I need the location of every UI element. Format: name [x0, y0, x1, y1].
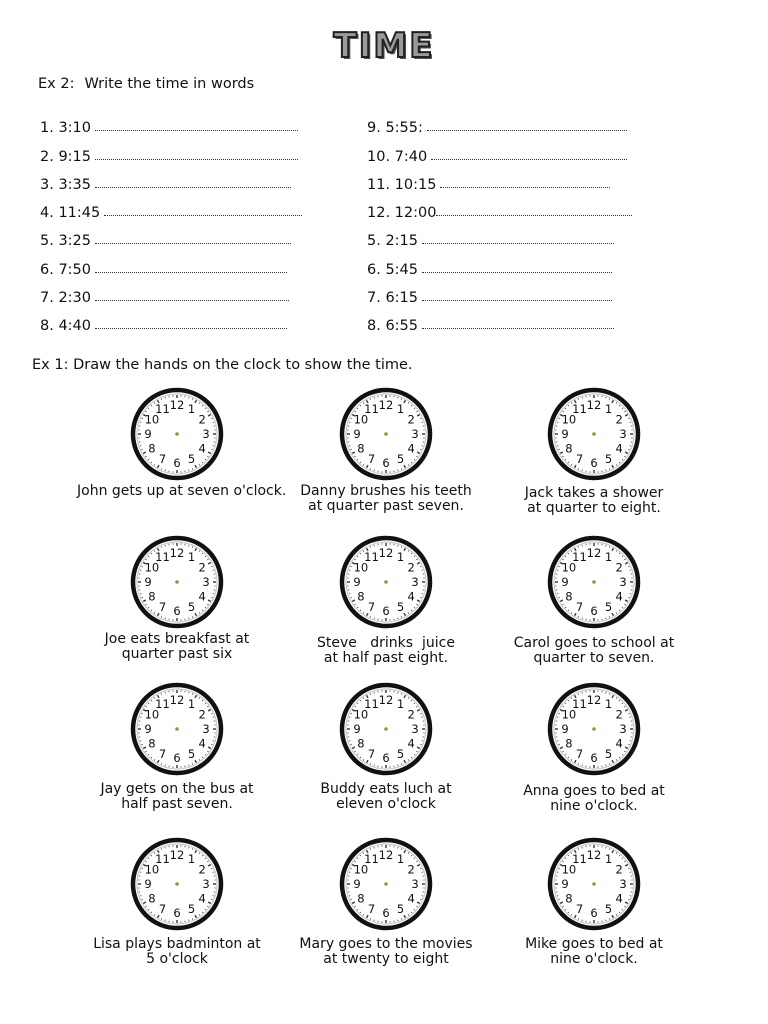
- clock-number: 5: [187, 600, 196, 615]
- clock-number: 2: [407, 412, 415, 427]
- clock-number: 5: [187, 747, 196, 762]
- clock-caption: Lisa plays badminton at 5 o'clock: [93, 936, 261, 967]
- clock-number: 4: [615, 589, 623, 604]
- clock-number: 3: [411, 575, 419, 589]
- time-question: [367, 306, 632, 334]
- clock-exercise: [286, 836, 486, 967]
- clock-number: 4: [198, 736, 206, 751]
- time-question: [40, 249, 302, 277]
- clock-exercise: [494, 386, 694, 516]
- exercise-2-right-column: [367, 108, 632, 334]
- clock-caption: Mike goes to bed at nine o'clock.: [525, 936, 663, 967]
- time-question-label: 1. 3:10: [40, 120, 92, 137]
- time-question: [367, 278, 632, 306]
- clock-number: 8: [357, 891, 365, 906]
- time-question-label: 3. 3:35: [40, 176, 92, 193]
- clock-number: 5: [187, 902, 196, 917]
- clock-number: 8: [357, 589, 365, 604]
- clock-number: 8: [565, 736, 573, 751]
- answer-line[interactable]: [95, 129, 298, 131]
- clock-number: 7: [367, 452, 376, 467]
- clock-number: 3: [619, 722, 627, 736]
- clock-number: 7: [367, 747, 376, 762]
- clock-number: 6: [382, 751, 390, 765]
- clock-number: 12: [378, 546, 394, 560]
- exercise-2-left-column: [40, 108, 302, 334]
- clock-face[interactable]: [546, 386, 642, 482]
- clock-number: 6: [590, 456, 598, 470]
- clock-number: 11: [364, 401, 379, 416]
- clock-number: 5: [396, 902, 405, 917]
- clock-number: 1: [396, 851, 405, 866]
- clock-number: 10: [353, 412, 369, 427]
- clock-number: 6: [382, 906, 390, 920]
- exercise-2-instruction: Write the time in words: [84, 76, 255, 92]
- clock-number: 7: [575, 600, 584, 615]
- clock-number: 12: [169, 546, 185, 560]
- clock-number: 10: [144, 412, 160, 427]
- answer-line[interactable]: [95, 271, 287, 273]
- clock-number: 8: [357, 441, 365, 456]
- clock-number: 3: [411, 427, 419, 441]
- clock-number: 9: [561, 877, 569, 891]
- time-question-label: 10. 7:40: [367, 148, 428, 165]
- time-question: [367, 108, 632, 136]
- clock-number: 10: [144, 560, 160, 575]
- time-question-label: 5. 2:15: [367, 233, 419, 250]
- clock-caption: Anna goes to bed at nine o'clock.: [523, 783, 665, 814]
- clock-number: 4: [198, 441, 206, 456]
- clock-number: 3: [411, 877, 419, 891]
- clock-number: 7: [158, 902, 167, 917]
- clock-number: 1: [604, 851, 613, 866]
- clock-number: 1: [604, 696, 613, 711]
- clock-number: 9: [353, 877, 361, 891]
- time-question: [40, 221, 302, 249]
- clock-number: 11: [155, 696, 170, 711]
- time-question: [367, 136, 632, 164]
- clock-caption: Buddy eats luch at eleven o'clock: [320, 781, 452, 812]
- clock-caption: Jack takes a shower at quarter to eight.: [524, 485, 664, 516]
- time-question: [40, 193, 302, 221]
- clock-number: 8: [148, 736, 156, 751]
- time-question-label: 9. 5:55:: [367, 120, 423, 137]
- clock-center: [592, 432, 596, 436]
- clock-number: 6: [590, 906, 598, 920]
- clock-number: 1: [396, 401, 405, 416]
- clock-number: 10: [353, 560, 369, 575]
- clock-number: 1: [187, 851, 196, 866]
- clock-caption: Carol goes to school at quarter to seven.: [513, 635, 675, 666]
- clock-number: 1: [396, 696, 405, 711]
- clock-number: 9: [144, 575, 152, 589]
- clock-number: 8: [148, 441, 156, 456]
- clock-number: 12: [586, 693, 602, 707]
- clock-number: 12: [378, 398, 394, 412]
- clock-number: 9: [353, 722, 361, 736]
- clock-number: 5: [604, 747, 613, 762]
- time-question: [40, 306, 302, 334]
- clock-number: 11: [572, 851, 587, 866]
- clock-number: 7: [158, 452, 167, 467]
- clock-center: [384, 882, 388, 886]
- clock-number: 10: [353, 707, 369, 722]
- clock-number: 11: [155, 401, 170, 416]
- clock-number: 12: [586, 398, 602, 412]
- clock-center: [384, 580, 388, 584]
- clock-number: 11: [364, 549, 379, 564]
- time-question-label: 5. 3:25: [40, 233, 92, 250]
- clock-number: 7: [158, 747, 167, 762]
- clock-number: 5: [187, 452, 196, 467]
- time-question-label: 6. 5:45: [367, 261, 419, 278]
- clock-caption: Joe eats breakfast at quarter past six: [104, 631, 250, 662]
- clock-number: 10: [561, 560, 577, 575]
- clock-number: 7: [575, 452, 584, 467]
- answer-line[interactable]: [431, 158, 627, 160]
- clock-number: 2: [198, 862, 206, 877]
- clock-exercise: [77, 836, 277, 967]
- clock-center: [384, 727, 388, 731]
- clock-number: 3: [202, 575, 210, 589]
- exercise-2-label: Ex 2:: [38, 76, 75, 92]
- clock-number: 9: [144, 722, 152, 736]
- clock-exercise: [77, 534, 277, 662]
- clock-number: 1: [187, 401, 196, 416]
- clock-exercise: [286, 534, 486, 666]
- time-question-label: 11. 10:15: [367, 176, 437, 193]
- clock-number: 7: [575, 902, 584, 917]
- clock-face[interactable]: [338, 681, 434, 777]
- clock-number: 4: [407, 736, 415, 751]
- clock-number: 2: [615, 412, 623, 427]
- clock-face[interactable]: [546, 681, 642, 777]
- answer-line[interactable]: [95, 186, 291, 188]
- clock-number: 2: [198, 707, 206, 722]
- clock-number: 9: [353, 575, 361, 589]
- clock-number: 4: [615, 891, 623, 906]
- exercise-1-heading: Ex 1: Draw the hands on the clock to show the time.: [32, 357, 413, 373]
- clock-exercise: [286, 386, 486, 514]
- clock-face[interactable]: [546, 534, 642, 630]
- answer-line[interactable]: [422, 299, 612, 301]
- clock-face[interactable]: [129, 386, 225, 482]
- clock-number: 1: [187, 696, 196, 711]
- clock-number: 7: [158, 600, 167, 615]
- clock-number: 10: [144, 862, 160, 877]
- clock-face[interactable]: [129, 534, 225, 630]
- clock-number: 2: [615, 862, 623, 877]
- answer-line[interactable]: [104, 214, 302, 216]
- clock-number: 8: [565, 441, 573, 456]
- clock-number: 6: [382, 456, 390, 470]
- time-question: [367, 221, 632, 249]
- clock-number: 8: [148, 891, 156, 906]
- clock-number: 5: [604, 902, 613, 917]
- clock-exercise: [286, 681, 486, 812]
- clock-number: 3: [202, 427, 210, 441]
- clock-face[interactable]: [546, 836, 642, 932]
- clock-center: [592, 727, 596, 731]
- clock-number: 5: [396, 747, 405, 762]
- clock-number: 9: [561, 722, 569, 736]
- clock-number: 12: [169, 848, 185, 862]
- clock-number: 8: [148, 589, 156, 604]
- clock-number: 7: [575, 747, 584, 762]
- time-question: [40, 165, 302, 193]
- clock-number: 10: [561, 412, 577, 427]
- clock-center: [175, 580, 179, 584]
- clock-number: 11: [364, 851, 379, 866]
- clock-number: 2: [615, 707, 623, 722]
- clock-number: 11: [572, 696, 587, 711]
- clock-number: 2: [198, 560, 206, 575]
- clock-number: 2: [407, 707, 415, 722]
- clock-number: 5: [604, 600, 613, 615]
- clock-center: [384, 432, 388, 436]
- clock-number: 3: [619, 877, 627, 891]
- clock-exercise: [77, 386, 287, 499]
- clock-caption: Steve drinks juice at half past eight.: [317, 635, 455, 666]
- clock-caption: Jay gets on the bus at half past seven.: [100, 781, 254, 812]
- clock-number: 7: [367, 600, 376, 615]
- clock-caption: Mary goes to the movies at twenty to eight: [299, 936, 473, 967]
- clock-number: 6: [173, 906, 181, 920]
- clock-number: 12: [378, 693, 394, 707]
- time-question-label: 8. 4:40: [40, 318, 92, 335]
- clock-number: 7: [367, 902, 376, 917]
- clock-exercise: [77, 681, 277, 812]
- clock-number: 5: [604, 452, 613, 467]
- clock-exercise: [494, 681, 694, 814]
- clock-number: 5: [396, 452, 405, 467]
- clock-number: 8: [357, 736, 365, 751]
- clock-face[interactable]: [338, 836, 434, 932]
- clock-number: 10: [353, 862, 369, 877]
- clock-number: 12: [169, 398, 185, 412]
- clock-number: 4: [198, 891, 206, 906]
- clock-caption: John gets up at seven o'clock.: [77, 483, 287, 499]
- clock-center: [592, 882, 596, 886]
- clock-number: 3: [619, 575, 627, 589]
- clock-number: 4: [198, 589, 206, 604]
- answer-line[interactable]: [436, 214, 632, 216]
- clock-number: 6: [382, 604, 390, 618]
- clock-number: 3: [619, 427, 627, 441]
- clock-number: 4: [615, 441, 623, 456]
- answer-line[interactable]: [422, 327, 614, 329]
- time-question-label: 8. 6:55: [367, 318, 419, 335]
- clock-number: 11: [155, 851, 170, 866]
- clock-number: 10: [561, 862, 577, 877]
- answer-line[interactable]: [440, 186, 610, 188]
- clock-number: 12: [378, 848, 394, 862]
- clock-number: 3: [411, 722, 419, 736]
- clock-center: [175, 727, 179, 731]
- clock-center: [592, 580, 596, 584]
- time-question: [367, 249, 632, 277]
- answer-line[interactable]: [95, 158, 298, 160]
- clock-number: 4: [407, 589, 415, 604]
- clock-face[interactable]: [129, 681, 225, 777]
- clock-face[interactable]: [129, 836, 225, 932]
- answer-line[interactable]: [95, 299, 289, 301]
- clock-number: 2: [407, 862, 415, 877]
- clock-number: 11: [572, 549, 587, 564]
- clock-number: 6: [590, 604, 598, 618]
- answer-line[interactable]: [427, 129, 627, 131]
- clock-face[interactable]: [338, 534, 434, 630]
- clock-number: 11: [155, 549, 170, 564]
- clock-number: 3: [202, 722, 210, 736]
- time-question: [367, 165, 632, 193]
- clock-number: 9: [144, 427, 152, 441]
- clock-center: [175, 882, 179, 886]
- clock-number: 6: [173, 751, 181, 765]
- clock-number: 9: [144, 877, 152, 891]
- clock-number: 6: [590, 751, 598, 765]
- clock-center: [175, 432, 179, 436]
- answer-line[interactable]: [95, 327, 287, 329]
- exercise-2-heading: [38, 76, 254, 92]
- time-question: [40, 136, 302, 164]
- clock-number: 8: [565, 589, 573, 604]
- clock-number: 12: [586, 546, 602, 560]
- clock-caption: Danny brushes his teeth at quarter past seven.: [300, 483, 472, 514]
- clock-exercise: [494, 836, 694, 967]
- clock-number: 12: [169, 693, 185, 707]
- clock-number: 2: [407, 560, 415, 575]
- time-question-label: 4. 11:45: [40, 205, 101, 222]
- answer-line[interactable]: [422, 242, 614, 244]
- clock-number: 11: [572, 401, 587, 416]
- time-question-label: 2. 9:15: [40, 148, 92, 165]
- clock-number: 9: [561, 427, 569, 441]
- clock-number: 4: [407, 891, 415, 906]
- clock-number: 10: [561, 707, 577, 722]
- time-question: [40, 278, 302, 306]
- clock-number: 1: [604, 401, 613, 416]
- page-title: TIME: [333, 26, 435, 66]
- answer-line[interactable]: [422, 271, 612, 273]
- time-question-label: 7. 2:30: [40, 290, 92, 307]
- time-question-label: 12. 12:00: [367, 205, 437, 222]
- answer-line[interactable]: [95, 242, 291, 244]
- clock-number: 4: [615, 736, 623, 751]
- clock-number: 2: [198, 412, 206, 427]
- clock-number: 6: [173, 456, 181, 470]
- clock-number: 10: [144, 707, 160, 722]
- time-question-label: 6. 7:50: [40, 261, 92, 278]
- clock-number: 1: [187, 549, 196, 564]
- clock-face[interactable]: [338, 386, 434, 482]
- clock-number: 9: [353, 427, 361, 441]
- clock-number: 1: [604, 549, 613, 564]
- time-question-label: 7. 6:15: [367, 290, 419, 307]
- clock-number: 6: [173, 604, 181, 618]
- clock-number: 2: [615, 560, 623, 575]
- clock-number: 1: [396, 549, 405, 564]
- clock-exercise: [494, 534, 694, 666]
- clock-number: 12: [586, 848, 602, 862]
- time-question: [40, 108, 302, 136]
- clock-number: 8: [565, 891, 573, 906]
- clock-number: 4: [407, 441, 415, 456]
- clock-number: 9: [561, 575, 569, 589]
- clock-number: 3: [202, 877, 210, 891]
- time-question: [367, 193, 632, 221]
- clock-number: 11: [364, 696, 379, 711]
- clock-number: 5: [396, 600, 405, 615]
